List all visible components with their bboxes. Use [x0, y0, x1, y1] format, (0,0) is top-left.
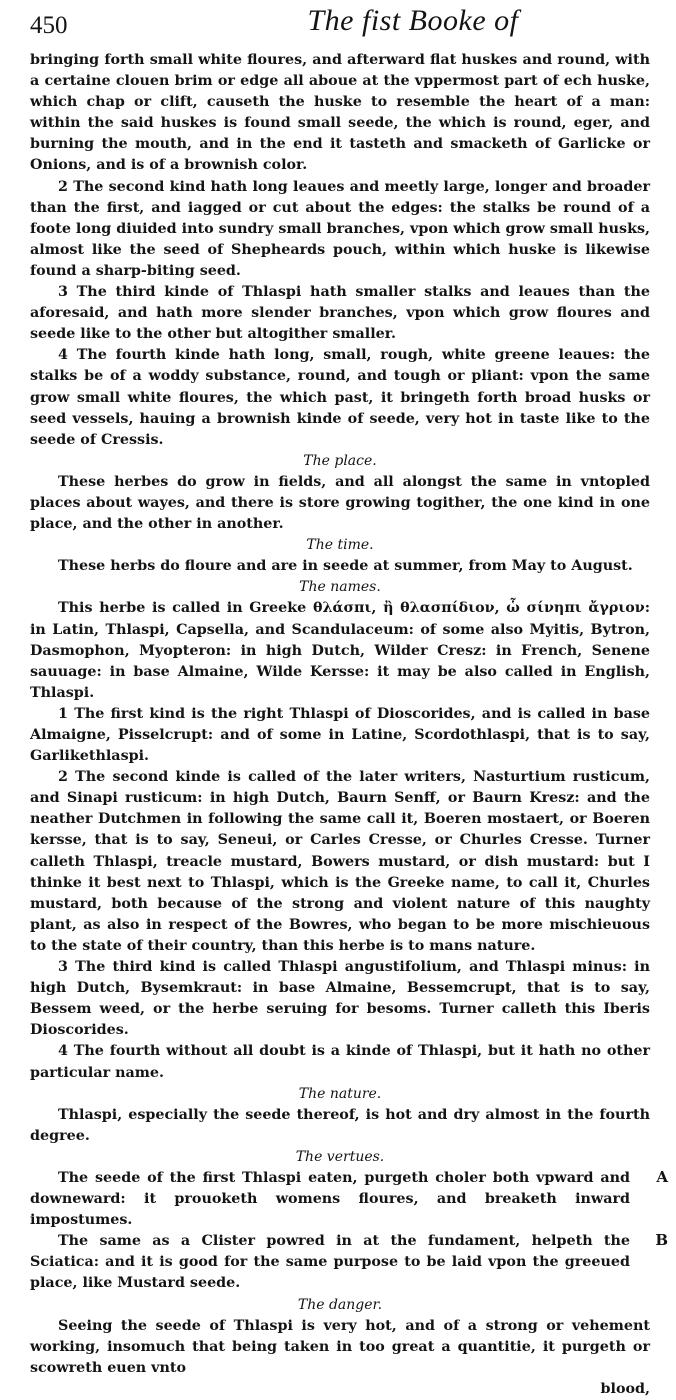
- names-item-2: [30, 767, 650, 957]
- paragraph-number: 4: [58, 1043, 68, 1060]
- paragraph-number: 4: [58, 347, 68, 364]
- section-text-vertues-b: The same as a Clister powred in at the fundament, helpeth the Sciatica: and it is good for the same purpose to be laid vpon the greeued place, like Mustard seede.: [30, 1233, 630, 1292]
- section-text-vertues-a: The seede of the first Thlaspi eaten, purgeth choler both vpward and downeward: it prouoketh womens floures, and breaketh inward impostumes.: [30, 1169, 630, 1229]
- page-body: [30, 50, 668, 1400]
- margin-marker-a: A: [656, 1167, 668, 1186]
- paragraph-number: 3: [58, 284, 68, 301]
- paragraph-text: The first kind is the right Thlaspi of Dioscorides, and is called in base Almaigne, Pisselcrupt: and of some in Latine, Scordothlaspi, that is to say, Garlikethlaspi.: [30, 705, 650, 765]
- names-item-1: [30, 704, 650, 767]
- page-number: 450: [30, 12, 68, 39]
- catchword: blood,: [600, 1380, 650, 1397]
- section-text-place: These herbes do grow in fields, and all alongst the same in vntopled places about wayes, and there is store growing togither, the one kind in one place, and the other in another.: [30, 473, 650, 533]
- vertues-block-b: [30, 1231, 668, 1294]
- paragraph-text: The second kind hath long leaues and meetly large, longer and broader than the first, and iagged or cut about the edges: the stalks be round of a foote long diuided into sundry small branches, vpon which grow small husks, almost like the seed of Shepheards pouch, within which huske is likewise found a sharp-biting seed.: [30, 178, 650, 279]
- paragraph-text: The second kinde is called of the later writers, Nasturtium rusticum, and Sinapi rusticum: in high Dutch, Baurn Senff, or Baurn Kresz: and the neather Dutchmen in following the same call it, Boeren mostaert, or Boeren kersse, that is to say, Seneui, or Carles Cresse, or Churles Cresse. Turner calleth Thlaspi, treacle mustard, Bowers mustard, or dish mustard: but I thinke it best next to Thlaspi, which is the Greeke name, to call it, Churles mustard, both because of the strong and violent nature of this naughty plant, as also in respect of the Bowres, who began to be more mischieuous to the state of their country, than this herbe is to mans nature.: [30, 769, 650, 954]
- section-heading-time: The time.: [306, 537, 374, 554]
- paragraph-number: 2: [58, 178, 68, 195]
- section-text-names: This herbe is called in Greeke θλάσπι, ἢ θλασπίδιον, ὧ σίνηπι ἄγριον: in Latin, Thlaspi, Capsella, and Scandulaceum: of some also Myitis, Bytron, Dasmophon, Myopteron: in high Dutch, Wilder Cresz: in French, Senene sauuage: in base Almaine, Wilde Kersse: it may be also called in English, Thlaspi.: [30, 600, 650, 701]
- page-header: [30, 4, 646, 42]
- section-heading-danger: The danger.: [297, 1296, 383, 1313]
- paragraph-text: The third kind is called Thlaspi angustifolium, and Thlaspi minus: in high Dutch, Bysemkraut: in base Almaine, Bessemcrupt, that is to say, Bessem weed, or the herbe seruing for besoms. Turner calleth this Iberis Dioscorides.: [30, 959, 650, 1039]
- section-heading-names: The names.: [299, 579, 381, 596]
- paragraph-text: The fourth kinde hath long, small, rough, white greene leaues: the stalks be of a woddy substance, round, and tough or pliant: vpon the same grow small white floures, the which past, it bringeth forth broad husks or seed vessels, hauing a brownish kinde of seede, very hot in taste like to the seede of Cressis.: [30, 347, 650, 448]
- names-item-3: [30, 957, 650, 1041]
- paragraph-kind-4: [30, 345, 650, 450]
- margin-marker-b: B: [655, 1231, 668, 1250]
- running-title: The fist Booke of: [307, 4, 519, 37]
- paragraph-kind-2: [30, 177, 650, 282]
- section-text-time: These herbs do floure and are in seede at summer, from May to August.: [58, 558, 633, 575]
- paragraph-continued: bringing forth small white floures, and afterward flat huskes and round, with a certaine clouen brim or edge all aboue at the vppermost part of ech huske, which chap or clift, causeth the huske to resemble the heart of a man: within the said huskes is found small seede, the which is round, eger, and burning the mouth, and in the end it tasteth and smacketh of Garlicke or Onions, and is of a brownish color.: [30, 52, 650, 174]
- paragraph-text: The third kinde of Thlaspi hath smaller stalks and leaues than the aforesaid, and hath more slender branches, vpon which grow floures and seede like to the other but altogither smaller.: [30, 284, 650, 343]
- section-text-nature: Thlaspi, especially the seede thereof, is hot and dry almost in the fourth degree.: [30, 1106, 650, 1144]
- paragraph-number: 1: [58, 705, 68, 722]
- section-heading-vertues: The vertues.: [295, 1148, 385, 1165]
- names-item-4: [30, 1041, 650, 1083]
- section-heading-place: The place.: [303, 452, 377, 469]
- paragraph-text: The fourth without all doubt is a kinde of Thlaspi, but it hath no other particular name.: [30, 1043, 650, 1081]
- paragraph-number: 3: [58, 959, 68, 976]
- section-heading-nature: The nature.: [298, 1085, 382, 1102]
- paragraph-number: 2: [58, 769, 68, 786]
- section-text-danger: Seeing the seede of Thlaspi is very hot, and of a strong or vehement working, insomuch that being taken in too great a quantitie, it purgeth or scowreth euen vnto: [30, 1317, 650, 1376]
- paragraph-kind-3: [30, 282, 650, 345]
